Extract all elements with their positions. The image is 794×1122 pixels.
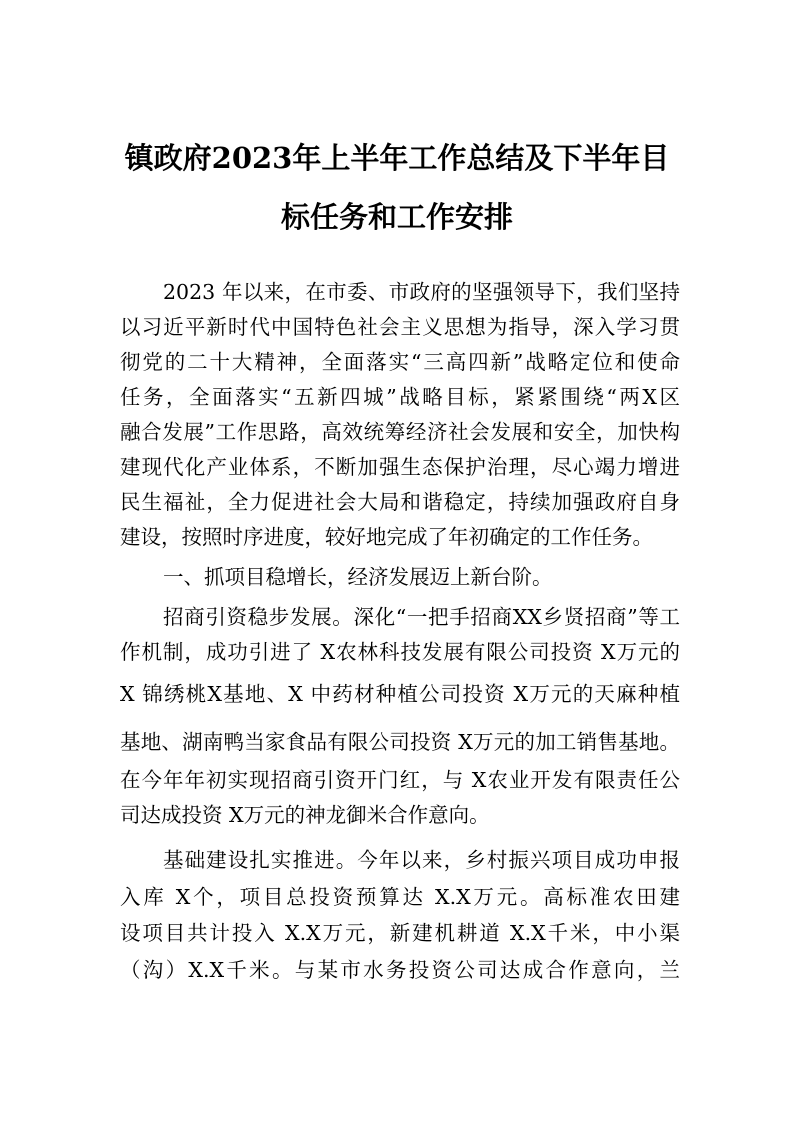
body-line: 设项目共计投入 X.X万元，新建机耕道 X.X千米，中小渠 — [120, 921, 680, 945]
section-heading: 一、抓项目稳增长，经济发展迈上新台阶。 — [163, 565, 553, 589]
body-line: 入库 X个，项目总投资预算达 X.X万元。高标准农田建 — [120, 885, 680, 909]
body-line: 以习近平新时代中国特色社会主义思想为指导，深入学习贯 — [120, 315, 680, 339]
body-line: 彻党的二十大精神，全面落实“三高四新”战略定位和使命 — [120, 350, 680, 374]
body-line: 基地、湖南鸭当家食品有限公司投资 X万元的加工销售基地。 — [120, 730, 680, 754]
document-title-line-1: 镇政府2023年上半年工作总结及下半年目 — [124, 141, 670, 175]
document-title-line-2: 标任务和工作安排 — [280, 200, 513, 234]
body-line: 融合发展”工作思路，高效统筹经济社会发展和安全，加快构 — [120, 420, 680, 444]
body-line: 民生福祉，全力促进社会大局和谐稳定，持续加强政府自身 — [120, 490, 680, 514]
body-line: （沟）X.X千米。与某市水务投资公司达成合作意向，兰 — [120, 958, 680, 982]
body-line: 作机制，成功引进了 X农林科技发展有限公司投资 X万元的 — [120, 640, 680, 664]
body-line: 2023 年以来，在市委、市政府的坚强领导下，我们坚持 — [163, 280, 680, 304]
body-line: X 锦绣桃X基地、X 中药材种植公司投资 X万元的天麻种植 — [120, 682, 680, 706]
body-line: 招商引资稳步发展。深化“一把手招商XX乡贤招商”等工 — [163, 605, 680, 629]
body-line: 建现代化产业体系，不断加强生态保护治理，尽心竭力增进 — [120, 455, 680, 479]
body-line: 建设，按照时序进度，较好地完成了年初确定的工作任务。 — [120, 525, 653, 549]
body-line: 在今年年初实现招商引资开门红，与 X农业开发有限责任公 — [120, 768, 680, 792]
body-line: 司达成投资 X万元的神龙御米合作意向。 — [120, 803, 490, 827]
body-line: 任务，全面落实“五新四城”战略目标，紧紧围绕“两X区 — [120, 385, 680, 409]
body-line: 基础建设扎实推进。今年以来，乡村振兴项目成功申报 — [163, 848, 680, 872]
